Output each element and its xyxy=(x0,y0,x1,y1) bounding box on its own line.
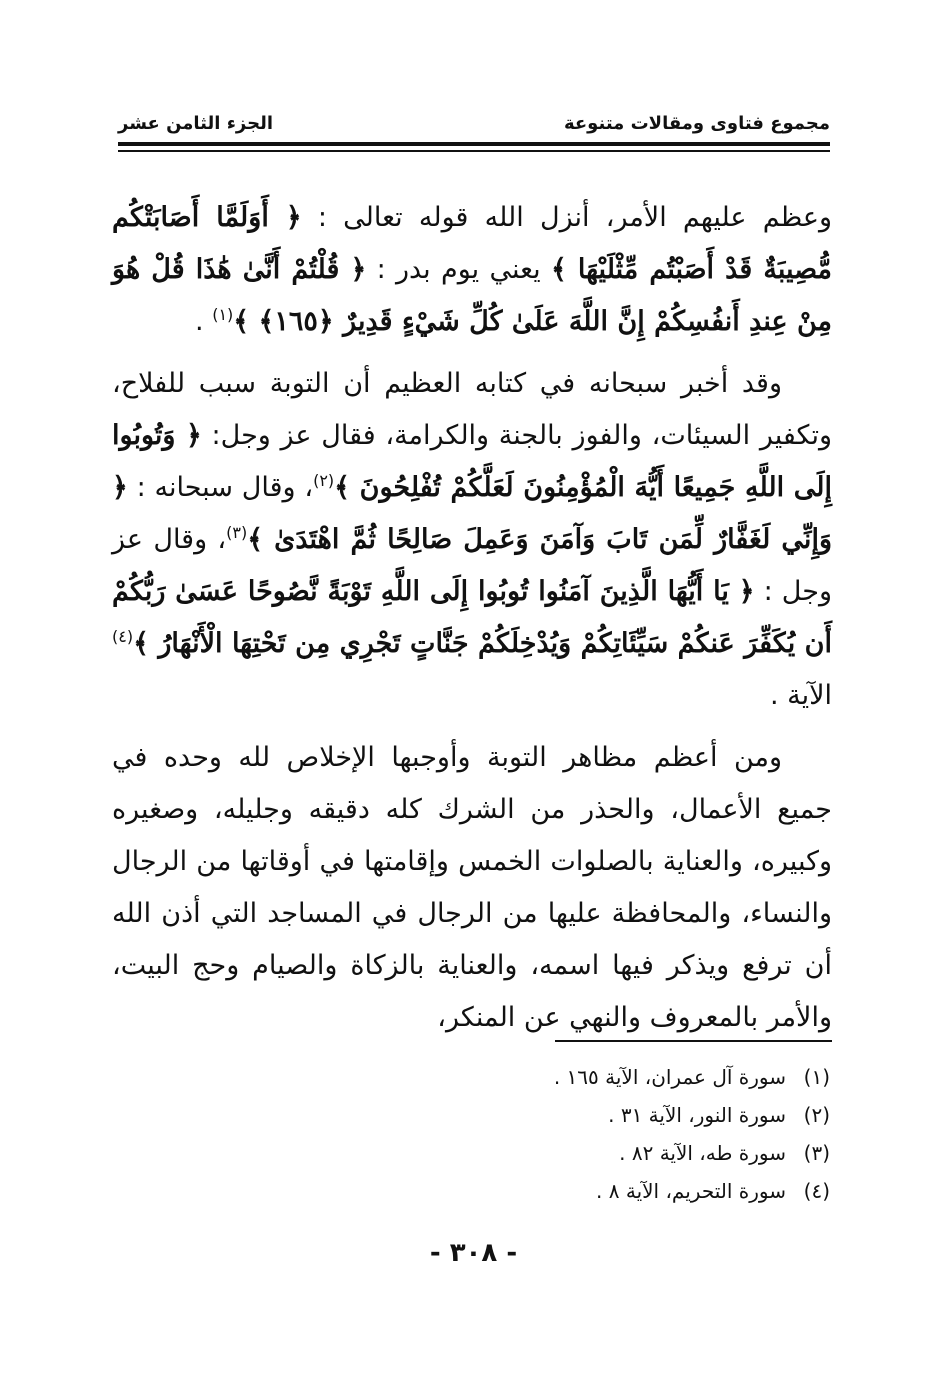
footnote-ref: (٢) xyxy=(313,471,335,490)
footnote-number: (٣) xyxy=(803,1141,830,1165)
quran-verse: ﴿ وَتُوبُوا إِلَى اللَّهِ جَمِيعًا أَيُّهَ الْمُؤْمِنُونَ لَعَلَّكُمْ تُفْلِحُونَ ﴾ xyxy=(112,420,832,503)
footnote-text: سورة النور، الآية ٣١ . xyxy=(608,1103,786,1127)
footnote-text: سورة آل عمران، الآية ١٦٥ . xyxy=(553,1065,786,1089)
footnote-separator xyxy=(555,1040,832,1042)
footnote-ref: (٣) xyxy=(226,523,248,542)
page-number: - ٣٠٨ - xyxy=(429,1238,518,1268)
footnote xyxy=(420,1134,830,1172)
quran-verse: ﴿ وَإِنِّي لَغَفَّارٌ لِّمَن تَابَ وَآمَنَ وَعَمِلَ صَالِحًا ثُمَّ اهْتَدَىٰ ﴾ xyxy=(112,472,832,555)
paragraph-3: ومن أعظم مظاهر التوبة وأوجبها الإخلاص لله وحده في جميع الأعمال، والحذر من الشرك كله دقيقه وجليله، وصغيره وكبيره، والعناية بالصلوات الخمس وإقامتها في أوقاتها من الرجال والنساء، والمحافظة عليها من الرجال في المساجد التي أذن الله أن ترفع ويذكر فيها اسمه، والعناية بالزكاة والصيام وحج البيت، والأمر بالمعروف والنهي عن المنكر، xyxy=(112,742,832,1033)
footnote-ref: (١) xyxy=(212,305,234,324)
quran-verse: ﴿ أَوَلَمَّا أَصَابَتْكُم مُّصِيبَةٌ قَدْ أَصَبْتُم مِّثْلَيْهَا ﴾ xyxy=(112,202,832,285)
paragraph-1: وعظم عليهم الأمر، أنزل الله قوله تعالى : ﴿ أَوَلَمَّا أَصَابَتْكُم مُّصِيبَةٌ قَدْ أَصَبْتُم مِّثْلَيْهَا ﴾ يعني يوم بدر : ﴿ قُلْتُمْ أَنَّىٰ هَٰذَا قُلْ هُوَ مِنْ عِندِ أَنفُسِكُمْ إِنَّ اللَّهَ عَلَىٰ كُلِّ شَيْءٍ قَدِيرٌ ﴿١٦٥﴾ ﴾$^{(١)}$ . xyxy=(112,202,832,337)
footnotes-list xyxy=(420,1058,830,1210)
footnote-number: (٤) xyxy=(803,1179,830,1203)
footnote-ref: (٤) xyxy=(112,627,134,646)
header-rule-thick xyxy=(118,142,830,146)
volume-label: الجزء الثامن عشر xyxy=(118,113,274,134)
quran-verse: ﴿ يَا أَيُّهَا الَّذِينَ آمَنُوا تُوبُوا إِلَى اللَّهِ تَوْبَةً نَّصُوحًا عَسَىٰ رَبُّكُمْ أَن يُكَفِّرَ عَنكُمْ سَيِّئَاتِكُمْ وَيُدْخِلَكُمْ جَنَّاتٍ تَجْرِي مِن تَحْتِهَا الْأَنْهَارُ ﴾ xyxy=(112,576,832,659)
paragraph-2: وقد أخبر سبحانه في كتابه العظيم أن التوبة سبب للفلاح، وتكفير السيئات، والفوز بالجنة والكرامة، فقال عز وجل: ﴿ وَتُوبُوا إِلَى اللَّهِ جَمِيعًا أَيُّهَ الْمُؤْمِنُونَ لَعَلَّكُمْ تُفْلِحُونَ ﴾$^{(٢)}$، وقال سبحانه : ﴿ وَإِنِّي لَغَفَّارٌ لِّمَن تَابَ وَآمَنَ وَعَمِلَ صَالِحًا ثُمَّ اهْتَدَىٰ ﴾$^{(٣)}$، وقال عز وجل : ﴿ يَا أَيُّهَا الَّذِينَ آمَنُوا تُوبُوا إِلَى اللَّهِ تَوْبَةً نَّصُوحًا عَسَىٰ رَبُّكُمْ أَن يُكَفِّرَ عَنكُمْ سَيِّئَاتِكُمْ وَيُدْخِلَكُمْ جَنَّاتٍ تَجْرِي مِن تَحْتِهَا الْأَنْهَارُ ﴾$^{(٤)}$ الآية . xyxy=(112,368,833,711)
footnote-number: (١) xyxy=(803,1065,830,1089)
quran-verse: ﴿ قُلْتُمْ أَنَّىٰ هَٰذَا قُلْ هُوَ مِنْ عِندِ أَنفُسِكُمْ إِنَّ اللَّهَ عَلَىٰ كُلِّ شَيْءٍ قَدِيرٌ ﴿١٦٥﴾ ﴾ xyxy=(112,254,832,337)
footnote-number: (٢) xyxy=(803,1103,830,1127)
footnote-text: سورة طه، الآية ٨٢ . xyxy=(619,1141,786,1165)
header-rule-thin xyxy=(118,150,830,152)
footnote xyxy=(420,1058,830,1096)
footnote xyxy=(420,1172,830,1210)
book-title: مجموع فتاوى ومقالات متنوعة xyxy=(563,113,830,134)
main-text xyxy=(112,192,832,1044)
footnote xyxy=(420,1096,830,1134)
footnote-text: سورة التحريم، الآية ٨ . xyxy=(596,1179,786,1203)
running-header xyxy=(118,112,830,136)
